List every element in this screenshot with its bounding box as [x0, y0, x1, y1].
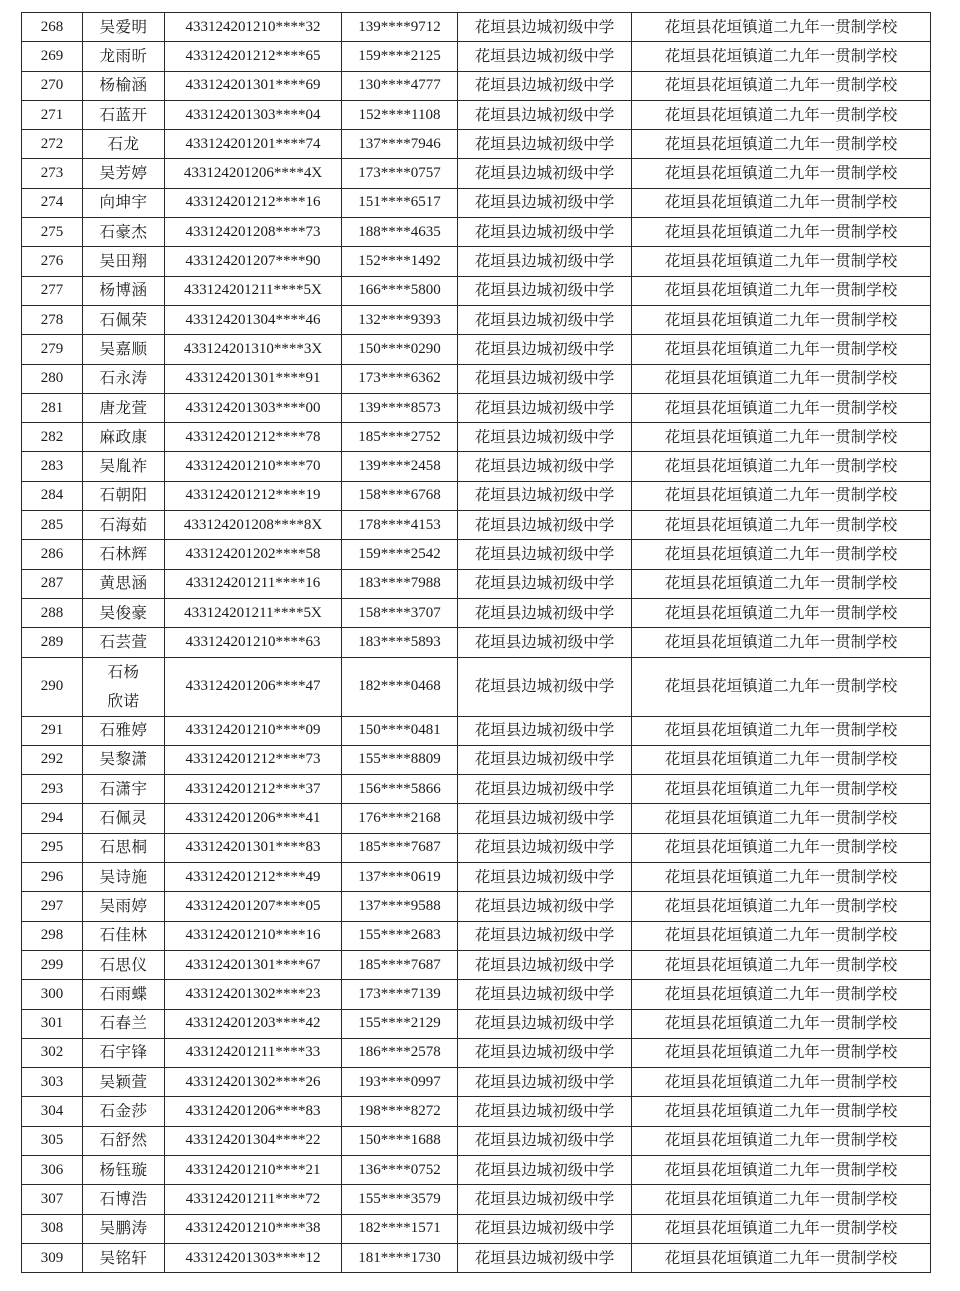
- current-school-cell: 花垣县边城初级中学: [458, 921, 632, 950]
- target-school-cell: 花垣县花垣镇道二九年一贯制学校: [632, 804, 931, 833]
- current-school-cell: 花垣县边城初级中学: [458, 393, 632, 422]
- phone-cell: 155****2683: [342, 921, 458, 950]
- table-row: [22, 452, 931, 481]
- target-school-cell: 花垣县花垣镇道二九年一贯制学校: [632, 598, 931, 627]
- student-name-cell: 吴俊豪: [83, 598, 165, 627]
- target-school-cell: 花垣县花垣镇道二九年一贯制学校: [632, 305, 931, 334]
- target-school-cell: 花垣县花垣镇道二九年一贯制学校: [632, 1126, 931, 1155]
- student-name-cell: 石朝阳: [83, 481, 165, 510]
- table-row: [22, 1126, 931, 1155]
- current-school-cell: 花垣县边城初级中学: [458, 335, 632, 364]
- student-name-cell: 石博浩: [83, 1185, 165, 1214]
- phone-cell: 173****6362: [342, 364, 458, 393]
- id-number-cell: 433124201303****00: [165, 393, 342, 422]
- row-number-cell: 292: [22, 745, 83, 774]
- current-school-cell: 花垣县边城初级中学: [458, 716, 632, 745]
- row-number-cell: 275: [22, 218, 83, 247]
- row-number-cell: 296: [22, 863, 83, 892]
- current-school-cell: 花垣县边城初级中学: [458, 628, 632, 657]
- current-school-cell: 花垣县边城初级中学: [458, 833, 632, 862]
- phone-cell: 137****9588: [342, 892, 458, 921]
- current-school-cell: 花垣县边城初级中学: [458, 1038, 632, 1067]
- target-school-cell: 花垣县花垣镇道二九年一贯制学校: [632, 1009, 931, 1038]
- id-number-cell: 433124201211****72: [165, 1185, 342, 1214]
- current-school-cell: 花垣县边城初级中学: [458, 950, 632, 979]
- row-number-cell: 286: [22, 540, 83, 569]
- student-name-cell: 杨博涵: [83, 276, 165, 305]
- student-name-cell: 龙雨昕: [83, 42, 165, 71]
- id-number-cell: 433124201212****19: [165, 481, 342, 510]
- target-school-cell: 花垣县花垣镇道二九年一贯制学校: [632, 540, 931, 569]
- student-name-cell: 石舒然: [83, 1126, 165, 1155]
- table-row: [22, 921, 931, 950]
- table-row: [22, 100, 931, 129]
- target-school-cell: 花垣县花垣镇道二九年一贯制学校: [632, 745, 931, 774]
- row-number-cell: 299: [22, 950, 83, 979]
- table-row: [22, 775, 931, 804]
- row-number-cell: 279: [22, 335, 83, 364]
- row-number-cell: 294: [22, 804, 83, 833]
- table-row: [22, 423, 931, 452]
- id-number-cell: 433124201301****91: [165, 364, 342, 393]
- student-name-cell: 吴芳婷: [83, 159, 165, 188]
- id-number-cell: 433124201303****04: [165, 100, 342, 129]
- current-school-cell: 花垣县边城初级中学: [458, 423, 632, 452]
- student-name-cell: 杨钰璇: [83, 1155, 165, 1184]
- row-number-cell: 303: [22, 1068, 83, 1097]
- row-number-cell: 284: [22, 481, 83, 510]
- id-number-cell: 433124201210****09: [165, 716, 342, 745]
- row-number-cell: 301: [22, 1009, 83, 1038]
- student-name-cell: 吴铭轩: [83, 1243, 165, 1272]
- id-number-cell: 433124201206****83: [165, 1097, 342, 1126]
- student-name-cell: [83, 657, 165, 716]
- target-school-cell: 花垣县花垣镇道二九年一贯制学校: [632, 1068, 931, 1097]
- table-row: [22, 1185, 931, 1214]
- table-row: [22, 804, 931, 833]
- phone-cell: 185****7687: [342, 950, 458, 979]
- table-row: [22, 13, 931, 42]
- row-number-cell: 283: [22, 452, 83, 481]
- phone-cell: 152****1108: [342, 100, 458, 129]
- current-school-cell: 花垣县边城初级中学: [458, 452, 632, 481]
- phone-cell: 159****2125: [342, 42, 458, 71]
- student-name-cell: 石林辉: [83, 540, 165, 569]
- target-school-cell: 花垣县花垣镇道二九年一贯制学校: [632, 775, 931, 804]
- student-name-cell: 石思桐: [83, 833, 165, 862]
- phone-cell: 188****4635: [342, 218, 458, 247]
- phone-cell: 151****6517: [342, 188, 458, 217]
- target-school-cell: 花垣县花垣镇道二九年一贯制学校: [632, 980, 931, 1009]
- row-number-cell: 269: [22, 42, 83, 71]
- target-school-cell: 花垣县花垣镇道二九年一贯制学校: [632, 863, 931, 892]
- phone-cell: 183****5893: [342, 628, 458, 657]
- id-number-cell: 433124201211****5X: [165, 598, 342, 627]
- table-row: [22, 1214, 931, 1243]
- target-school-cell: 花垣县花垣镇道二九年一贯制学校: [632, 716, 931, 745]
- current-school-cell: 花垣县边城初级中学: [458, 100, 632, 129]
- phone-cell: 178****4153: [342, 511, 458, 540]
- student-name-cell: 杨榆涵: [83, 71, 165, 100]
- current-school-cell: 花垣县边城初级中学: [458, 218, 632, 247]
- current-school-cell: 花垣县边城初级中学: [458, 1214, 632, 1243]
- id-number-cell: 433124201210****21: [165, 1155, 342, 1184]
- table-row: [22, 71, 931, 100]
- row-number-cell: 307: [22, 1185, 83, 1214]
- id-number-cell: 433124201210****38: [165, 1214, 342, 1243]
- id-number-cell: 433124201211****5X: [165, 276, 342, 305]
- current-school-cell: 花垣县边城初级中学: [458, 863, 632, 892]
- phone-cell: 132****9393: [342, 305, 458, 334]
- target-school-cell: 花垣县花垣镇道二九年一贯制学校: [632, 833, 931, 862]
- phone-cell: 155****2129: [342, 1009, 458, 1038]
- student-name-cell: 石宇锋: [83, 1038, 165, 1067]
- target-school-cell: 花垣县花垣镇道二九年一贯制学校: [632, 130, 931, 159]
- target-school-cell: 花垣县花垣镇道二九年一贯制学校: [632, 950, 931, 979]
- target-school-cell: 花垣县花垣镇道二九年一贯制学校: [632, 481, 931, 510]
- current-school-cell: 花垣县边城初级中学: [458, 540, 632, 569]
- phone-cell: 130****4777: [342, 71, 458, 100]
- row-number-cell: 289: [22, 628, 83, 657]
- row-number-cell: 271: [22, 100, 83, 129]
- student-name-cell: 石海茹: [83, 511, 165, 540]
- row-number-cell: 298: [22, 921, 83, 950]
- phone-cell: 158****3707: [342, 598, 458, 627]
- student-name-cell: 石春兰: [83, 1009, 165, 1038]
- row-number-cell: 270: [22, 71, 83, 100]
- student-name-cell: 吴鹏涛: [83, 1214, 165, 1243]
- current-school-cell: 花垣县边城初级中学: [458, 1097, 632, 1126]
- id-number-cell: 433124201301****69: [165, 71, 342, 100]
- row-number-cell: 281: [22, 393, 83, 422]
- id-number-cell: 433124201303****12: [165, 1243, 342, 1272]
- id-number-cell: 433124201206****47: [165, 657, 342, 716]
- id-number-cell: 433124201207****90: [165, 247, 342, 276]
- table-row: [22, 950, 931, 979]
- table-row: [22, 1009, 931, 1038]
- target-school-cell: 花垣县花垣镇道二九年一贯制学校: [632, 1097, 931, 1126]
- student-name-cell: 吴颖萱: [83, 1068, 165, 1097]
- row-number-cell: 288: [22, 598, 83, 627]
- current-school-cell: 花垣县边城初级中学: [458, 364, 632, 393]
- row-number-cell: 274: [22, 188, 83, 217]
- current-school-cell: 花垣县边城初级中学: [458, 42, 632, 71]
- id-number-cell: 433124201208****73: [165, 218, 342, 247]
- phone-cell: 181****1730: [342, 1243, 458, 1272]
- current-school-cell: 花垣县边城初级中学: [458, 1068, 632, 1097]
- id-number-cell: 433124201206****4X: [165, 159, 342, 188]
- table-row: [22, 1038, 931, 1067]
- student-name-cell: 石佩灵: [83, 804, 165, 833]
- table-row: [22, 1097, 931, 1126]
- current-school-cell: 花垣县边城初级中学: [458, 657, 632, 716]
- student-name-cell: 吴田翔: [83, 247, 165, 276]
- row-number-cell: 306: [22, 1155, 83, 1184]
- current-school-cell: 花垣县边城初级中学: [458, 130, 632, 159]
- student-name-cell: 黄思涵: [83, 569, 165, 598]
- id-number-cell: 433124201202****58: [165, 540, 342, 569]
- target-school-cell: 花垣县花垣镇道二九年一贯制学校: [632, 921, 931, 950]
- target-school-cell: 花垣县花垣镇道二九年一贯制学校: [632, 1038, 931, 1067]
- table-row: [22, 1068, 931, 1097]
- current-school-cell: 花垣县边城初级中学: [458, 1243, 632, 1272]
- phone-cell: 173****0757: [342, 159, 458, 188]
- current-school-cell: 花垣县边城初级中学: [458, 511, 632, 540]
- student-name-cell: 石蓝开: [83, 100, 165, 129]
- id-number-cell: 433124201203****42: [165, 1009, 342, 1038]
- table-row: [22, 1243, 931, 1272]
- id-number-cell: 433124201212****37: [165, 775, 342, 804]
- phone-cell: 185****2752: [342, 423, 458, 452]
- student-name-cell: 石永涛: [83, 364, 165, 393]
- target-school-cell: 花垣县花垣镇道二九年一贯制学校: [632, 892, 931, 921]
- target-school-cell: 花垣县花垣镇道二九年一贯制学校: [632, 1243, 931, 1272]
- row-number-cell: 280: [22, 364, 83, 393]
- table-row: [22, 159, 931, 188]
- current-school-cell: 花垣县边城初级中学: [458, 1009, 632, 1038]
- student-name-cell: 石潇宇: [83, 775, 165, 804]
- current-school-cell: 花垣县边城初级中学: [458, 1126, 632, 1155]
- row-number-cell: 272: [22, 130, 83, 159]
- phone-cell: 198****8272: [342, 1097, 458, 1126]
- student-table: [21, 12, 931, 1273]
- target-school-cell: 花垣县花垣镇道二九年一贯制学校: [632, 511, 931, 540]
- current-school-cell: 花垣县边城初级中学: [458, 569, 632, 598]
- id-number-cell: 433124201208****8X: [165, 511, 342, 540]
- id-number-cell: 433124201301****83: [165, 833, 342, 862]
- row-number-cell: 295: [22, 833, 83, 862]
- student-name-cell: 石雨蝶: [83, 980, 165, 1009]
- table-row: [22, 364, 931, 393]
- current-school-cell: 花垣县边城初级中学: [458, 775, 632, 804]
- current-school-cell: 花垣县边城初级中学: [458, 804, 632, 833]
- table-row: [22, 569, 931, 598]
- id-number-cell: 433124201310****3X: [165, 335, 342, 364]
- table-row: [22, 335, 931, 364]
- student-name-cell: 吴黎潇: [83, 745, 165, 774]
- table-row: [22, 833, 931, 862]
- target-school-cell: 花垣县花垣镇道二九年一贯制学校: [632, 628, 931, 657]
- target-school-cell: 花垣县花垣镇道二九年一贯制学校: [632, 657, 931, 716]
- phone-cell: 176****2168: [342, 804, 458, 833]
- target-school-cell: 花垣县花垣镇道二九年一贯制学校: [632, 13, 931, 42]
- phone-cell: 139****2458: [342, 452, 458, 481]
- table-row: [22, 42, 931, 71]
- id-number-cell: 433124201304****22: [165, 1126, 342, 1155]
- target-school-cell: 花垣县花垣镇道二九年一贯制学校: [632, 364, 931, 393]
- table-row: [22, 305, 931, 334]
- current-school-cell: 花垣县边城初级中学: [458, 247, 632, 276]
- student-name-cell: 石豪杰: [83, 218, 165, 247]
- student-name-cell: 吴嘉顺: [83, 335, 165, 364]
- row-number-cell: 305: [22, 1126, 83, 1155]
- table-row: [22, 511, 931, 540]
- student-name-cell: 石思仪: [83, 950, 165, 979]
- phone-cell: 137****7946: [342, 130, 458, 159]
- student-name-text: 石杨欣诺: [107, 662, 140, 710]
- id-number-cell: 433124201302****26: [165, 1068, 342, 1097]
- current-school-cell: 花垣县边城初级中学: [458, 1185, 632, 1214]
- target-school-cell: 花垣县花垣镇道二九年一贯制学校: [632, 452, 931, 481]
- student-name-cell: 吴胤祚: [83, 452, 165, 481]
- id-number-cell: 433124201301****67: [165, 950, 342, 979]
- current-school-cell: 花垣县边城初级中学: [458, 598, 632, 627]
- current-school-cell: 花垣县边城初级中学: [458, 745, 632, 774]
- row-number-cell: 291: [22, 716, 83, 745]
- student-name-cell: 石佩荣: [83, 305, 165, 334]
- table-row: [22, 1155, 931, 1184]
- row-number-cell: 282: [22, 423, 83, 452]
- target-school-cell: 花垣县花垣镇道二九年一贯制学校: [632, 1185, 931, 1214]
- id-number-cell: 433124201210****70: [165, 452, 342, 481]
- current-school-cell: 花垣县边城初级中学: [458, 188, 632, 217]
- student-name-cell: 石雅婷: [83, 716, 165, 745]
- row-number-cell: 278: [22, 305, 83, 334]
- id-number-cell: 433124201211****16: [165, 569, 342, 598]
- id-number-cell: 433124201210****32: [165, 13, 342, 42]
- phone-cell: 136****0752: [342, 1155, 458, 1184]
- row-number-cell: 285: [22, 511, 83, 540]
- phone-cell: 173****7139: [342, 980, 458, 1009]
- id-number-cell: 433124201210****16: [165, 921, 342, 950]
- table-row: [22, 218, 931, 247]
- table-row: [22, 598, 931, 627]
- id-number-cell: 433124201212****49: [165, 863, 342, 892]
- table-row: [22, 540, 931, 569]
- id-number-cell: 433124201211****33: [165, 1038, 342, 1067]
- phone-cell: 159****2542: [342, 540, 458, 569]
- row-number-cell: 268: [22, 13, 83, 42]
- phone-cell: 183****7988: [342, 569, 458, 598]
- current-school-cell: 花垣县边城初级中学: [458, 980, 632, 1009]
- table-row: [22, 130, 931, 159]
- row-number-cell: 302: [22, 1038, 83, 1067]
- current-school-cell: 花垣县边城初级中学: [458, 71, 632, 100]
- phone-cell: 137****0619: [342, 863, 458, 892]
- table-row: [22, 276, 931, 305]
- id-number-cell: 433124201302****23: [165, 980, 342, 1009]
- student-name-cell: 唐龙萱: [83, 393, 165, 422]
- phone-cell: 139****9712: [342, 13, 458, 42]
- student-name-cell: 石金莎: [83, 1097, 165, 1126]
- current-school-cell: 花垣县边城初级中学: [458, 1155, 632, 1184]
- table-row: [22, 863, 931, 892]
- id-number-cell: 433124201212****73: [165, 745, 342, 774]
- student-name-cell: 石芸萱: [83, 628, 165, 657]
- id-number-cell: 433124201207****05: [165, 892, 342, 921]
- target-school-cell: 花垣县花垣镇道二九年一贯制学校: [632, 42, 931, 71]
- row-number-cell: 304: [22, 1097, 83, 1126]
- table-row: [22, 393, 931, 422]
- table-row: [22, 188, 931, 217]
- id-number-cell: 433124201304****46: [165, 305, 342, 334]
- row-number-cell: 273: [22, 159, 83, 188]
- table-row: [22, 892, 931, 921]
- row-number-cell: 300: [22, 980, 83, 1009]
- row-number-cell: 293: [22, 775, 83, 804]
- id-number-cell: 433124201212****78: [165, 423, 342, 452]
- phone-cell: 155****3579: [342, 1185, 458, 1214]
- student-name-cell: 石佳林: [83, 921, 165, 950]
- student-name-cell: 吴爱明: [83, 13, 165, 42]
- row-number-cell: 276: [22, 247, 83, 276]
- student-name-cell: 吴诗施: [83, 863, 165, 892]
- student-name-cell: 向坤宇: [83, 188, 165, 217]
- phone-cell: 182****1571: [342, 1214, 458, 1243]
- target-school-cell: 花垣县花垣镇道二九年一贯制学校: [632, 218, 931, 247]
- target-school-cell: 花垣县花垣镇道二九年一贯制学校: [632, 276, 931, 305]
- id-number-cell: 433124201210****63: [165, 628, 342, 657]
- phone-cell: 139****8573: [342, 393, 458, 422]
- row-number-cell: 308: [22, 1214, 83, 1243]
- row-number-cell: 297: [22, 892, 83, 921]
- current-school-cell: 花垣县边城初级中学: [458, 892, 632, 921]
- target-school-cell: 花垣县花垣镇道二九年一贯制学校: [632, 1155, 931, 1184]
- row-number-cell: 287: [22, 569, 83, 598]
- phone-cell: 150****0290: [342, 335, 458, 364]
- phone-cell: 156****5866: [342, 775, 458, 804]
- target-school-cell: 花垣县花垣镇道二九年一贯制学校: [632, 335, 931, 364]
- phone-cell: 158****6768: [342, 481, 458, 510]
- student-name-cell: 石龙: [83, 130, 165, 159]
- target-school-cell: 花垣县花垣镇道二九年一贯制学校: [632, 569, 931, 598]
- table-row: [22, 980, 931, 1009]
- table-row: [22, 247, 931, 276]
- table-row: [22, 745, 931, 774]
- table-row: [22, 657, 931, 716]
- phone-cell: 193****0997: [342, 1068, 458, 1097]
- table-row: [22, 481, 931, 510]
- target-school-cell: 花垣县花垣镇道二九年一贯制学校: [632, 1214, 931, 1243]
- phone-cell: 155****8809: [342, 745, 458, 774]
- target-school-cell: 花垣县花垣镇道二九年一贯制学校: [632, 100, 931, 129]
- current-school-cell: 花垣县边城初级中学: [458, 276, 632, 305]
- phone-cell: 166****5800: [342, 276, 458, 305]
- target-school-cell: 花垣县花垣镇道二九年一贯制学校: [632, 423, 931, 452]
- student-name-cell: 吴雨婷: [83, 892, 165, 921]
- table-row: [22, 628, 931, 657]
- table-row: [22, 716, 931, 745]
- phone-cell: 150****0481: [342, 716, 458, 745]
- id-number-cell: 433124201206****41: [165, 804, 342, 833]
- row-number-cell: 309: [22, 1243, 83, 1272]
- target-school-cell: 花垣县花垣镇道二九年一贯制学校: [632, 71, 931, 100]
- phone-cell: 186****2578: [342, 1038, 458, 1067]
- phone-cell: 182****0468: [342, 657, 458, 716]
- target-school-cell: 花垣县花垣镇道二九年一贯制学校: [632, 247, 931, 276]
- id-number-cell: 433124201201****74: [165, 130, 342, 159]
- current-school-cell: 花垣县边城初级中学: [458, 481, 632, 510]
- row-number-cell: 290: [22, 657, 83, 716]
- table-body: [22, 13, 931, 1273]
- current-school-cell: 花垣县边城初级中学: [458, 13, 632, 42]
- current-school-cell: 花垣县边城初级中学: [458, 305, 632, 334]
- phone-cell: 152****1492: [342, 247, 458, 276]
- target-school-cell: 花垣县花垣镇道二九年一贯制学校: [632, 393, 931, 422]
- target-school-cell: 花垣县花垣镇道二九年一贯制学校: [632, 188, 931, 217]
- phone-cell: 150****1688: [342, 1126, 458, 1155]
- phone-cell: 185****7687: [342, 833, 458, 862]
- target-school-cell: 花垣县花垣镇道二九年一贯制学校: [632, 159, 931, 188]
- id-number-cell: 433124201212****65: [165, 42, 342, 71]
- id-number-cell: 433124201212****16: [165, 188, 342, 217]
- row-number-cell: 277: [22, 276, 83, 305]
- student-name-cell: 麻政康: [83, 423, 165, 452]
- current-school-cell: 花垣县边城初级中学: [458, 159, 632, 188]
